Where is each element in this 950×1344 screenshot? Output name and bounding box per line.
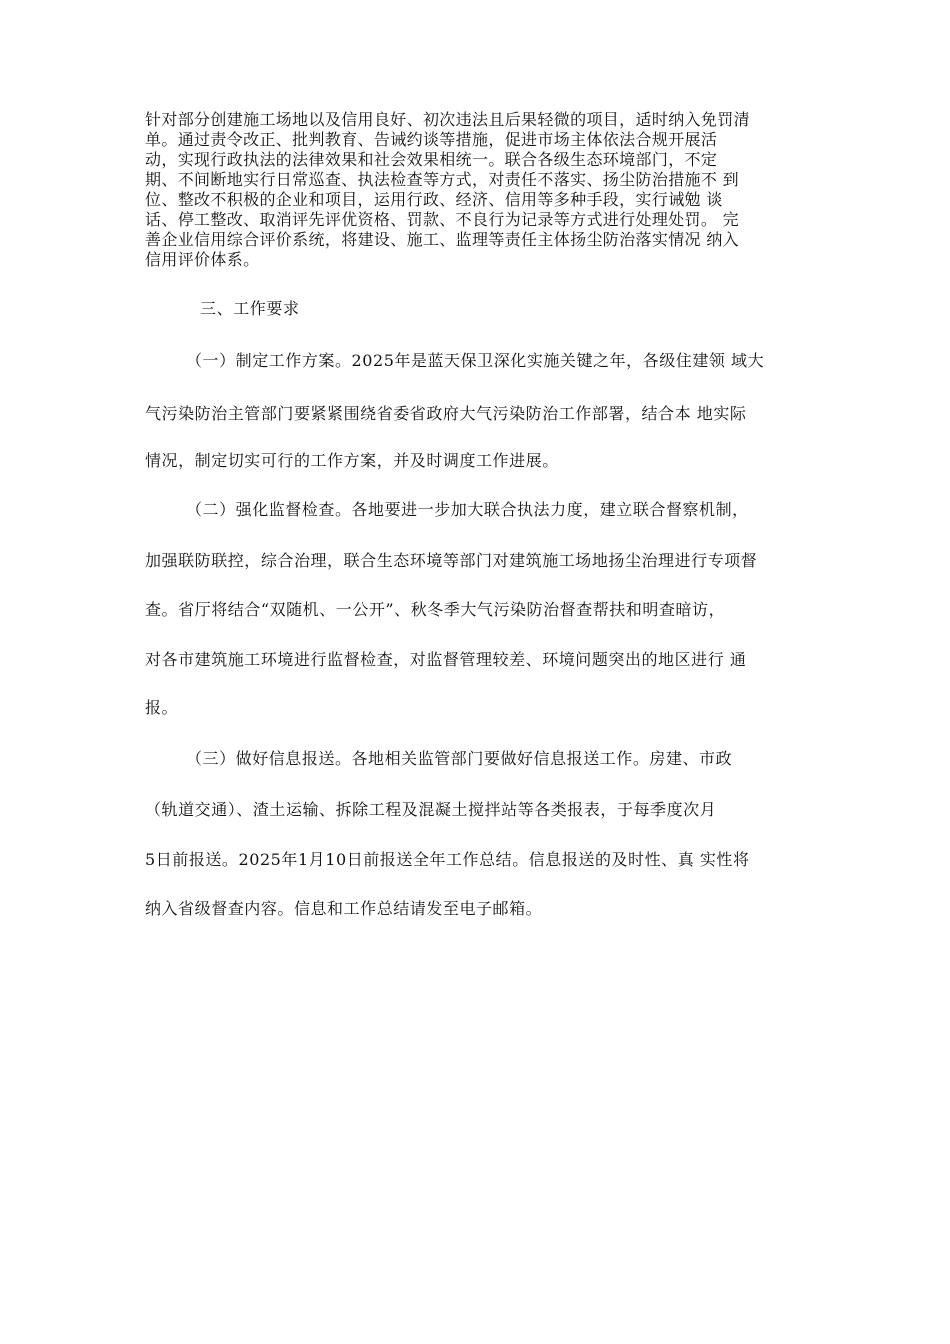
- item-two-line: 报。: [145, 698, 179, 717]
- item-three-line: 5日前报送。2025年1月10日前报送全年工作总结。信息报送的及时性、真 实性将: [145, 850, 750, 869]
- intro-line: 单。通过责令改正、批判教育、告诫约谈等措施，促进市场主体依法合规开展活: [145, 130, 718, 149]
- item-three-line: （轨道交通）、渣土运输、拆除工程及混凝土搅拌站等各类报表，于每季度次月: [145, 800, 717, 819]
- intro-line: 信用评价体系。: [145, 250, 260, 269]
- item-one-line: （一）制定工作方案。2025年是蓝天保卫深化实施关键之年，各级住建领 域大: [186, 351, 765, 370]
- intro-line: 期、不间断地实行日常巡查、执法检查等方式，对责任不落实、扬尘防治措施不 到: [145, 170, 740, 189]
- item-one-line: 情况，制定切实可行的工作方案，并及时调度工作进展。: [145, 451, 559, 470]
- item-two-line: （二）强化监督检查。各地要进一步加大联合执法力度，建立联合督察机制，: [186, 500, 749, 519]
- intro-line: 善企业信用综合评价系统，将建设、施工、监理等责任主体扬尘防治落实情况 纳入: [145, 230, 740, 249]
- item-two-line: 对各市建筑施工环境进行监督检查，对监督管理较差、环境问题突出的地区进行 通: [145, 650, 747, 669]
- intro-line: 动，实现行政执法的法律效果和社会效果相统一。联合各级生态环境部门，不定: [145, 150, 718, 169]
- intro-line: 针对部分创建施工场地以及信用良好、初次违法且后果轻微的项目，适时纳入免罚清: [145, 110, 750, 129]
- item-three-line: 纳入省级督查内容。信息和工作总结请发至电子邮箱。: [145, 899, 543, 918]
- intro-line: 位、整改不积极的企业和项目，运用行政、经济、信用等多种手段，实行诫勉 谈: [145, 190, 723, 209]
- section-heading: 三、工作要求: [200, 299, 300, 318]
- item-two-line: 加强联防联控，综合治理，联合生态环境等部门对建筑施工场地扬尘治理进行专项督: [145, 551, 758, 570]
- item-two-line: 查。省厅将结合“双随机、一公开”、秋冬季大气污染防治督查帮扶和明查暗访，: [145, 600, 726, 619]
- intro-line: 话、停工整改、取消评先评优资格、罚款、不良行为记录等方式进行处理处罚。 完: [145, 210, 740, 229]
- item-three-line: （三）做好信息报送。各地相关监管部门要做好信息报送工作。房建、市政: [186, 749, 733, 768]
- item-one-line: 气污染防治主管部门要紧紧围绕省委省政府大气污染防治工作部署，结合本 地实际: [145, 404, 747, 423]
